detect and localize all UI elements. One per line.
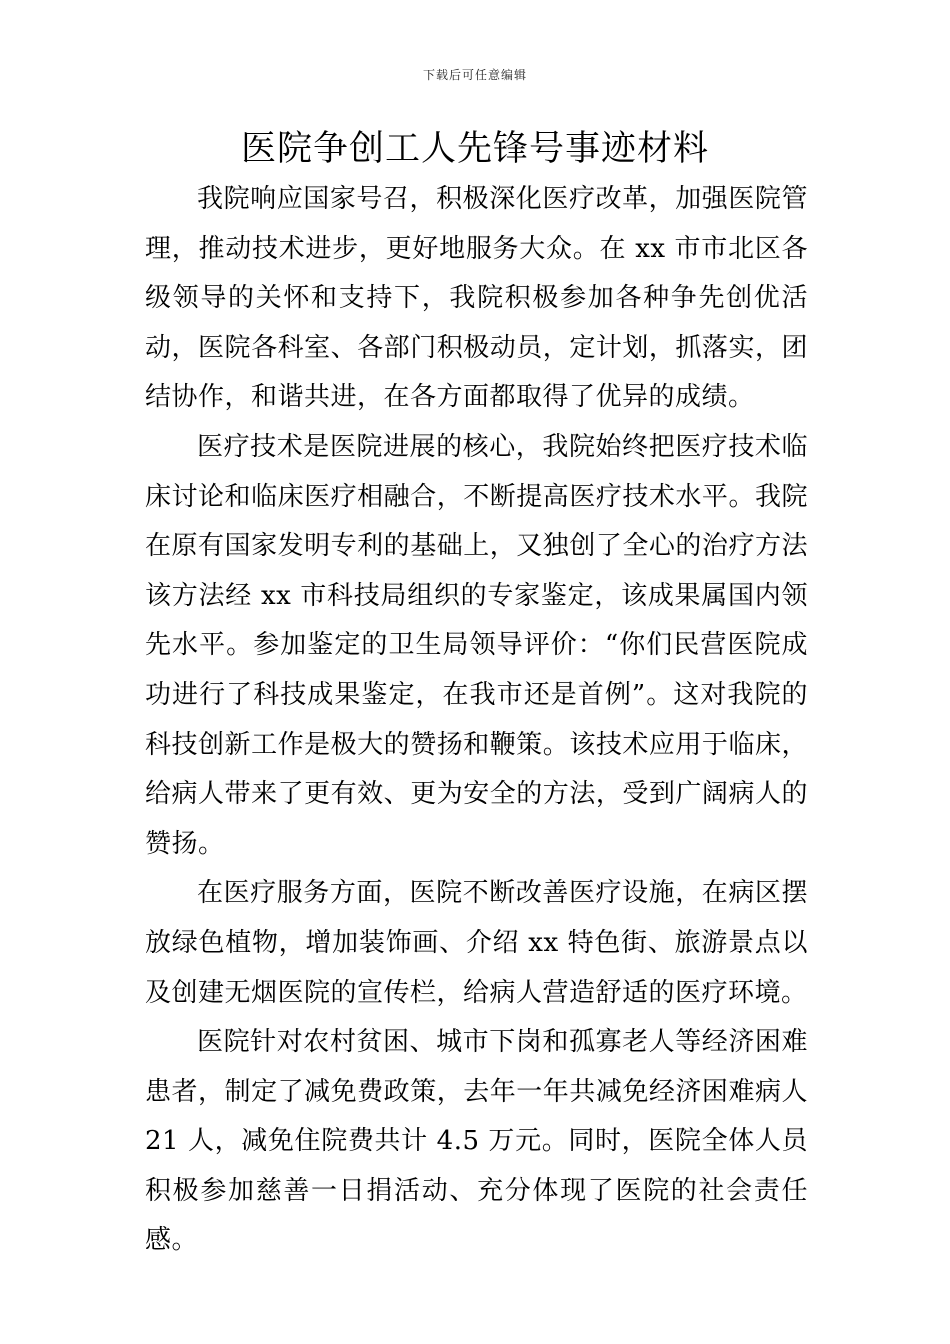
paragraph-medical-service: 在医疗服务方面，医院不断改善医疗设施，在病区摆放绿色植物，增加装饰画、介绍 xx 特色街、旅游景点以及创建无烟医院的宣传栏，给病人营造舒适的医疗环境。 xyxy=(145,878,808,1008)
paragraph-fee-reduction: 医院针对农村贫困、城市下岗和孤寡老人等经济困难患者，制定了减免费政策，去年一年共减免经济困难病人 21 人，减免住院费共计 4.5 万元。同时，医院全体人员积极参加慈善一日捐活动、充分体现了医院的社会责任感。 xyxy=(145,1027,808,1256)
document-body xyxy=(145,175,808,1266)
page-header-note: 下载后可任意编辑 xyxy=(422,68,527,82)
paragraph-intro: 我院响应国家号召，积极深化医疗改革，加强医院管理，推动技术进步，更好地服务大众。在 xx 市市北区各级领导的关怀和支持下，我院积极参加各种争先创优活动，医院各科室、各部门积极动员，定计划，抓落实，团结协作，和谐共进，在各方面都取得了优异的成绩。 xyxy=(145,184,808,413)
paragraph-medical-technology: 医疗技术是医院进展的核心，我院始终把医疗技术临床讨论和临床医疗相融合，不断提高医疗技术水平。我院在原有国家发明专利的基础上，又独创了全心的治疗方法该方法经 xx 市科技局组织的专家鉴定，该成果属国内领先水平。参加鉴定的卫生局领导评价：“你们民营医院成功进行了科技成果鉴定，在我市还是首例”。这对我院的科技创新工作是极大的赞扬和鞭策。该技术应用于临床，给病人带来了更有效、更为安全的方法，受到广阔病人的赞扬。 xyxy=(145,431,808,859)
document-title: 医院争创工人先锋号事迹材料 xyxy=(240,129,709,169)
